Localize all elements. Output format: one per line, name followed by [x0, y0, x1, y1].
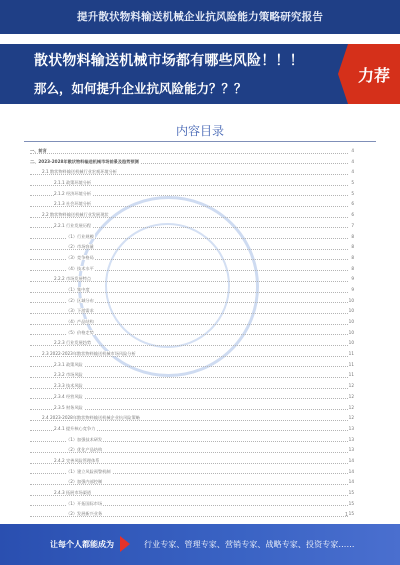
- toc-entry-text: （2）市场容量: [66, 244, 94, 250]
- toc-entry-text: 2.4 2023-2028年散状物料输送机械企业抗风险策略: [42, 415, 140, 421]
- toc-entry-text: 2.1.1 政策环境分析: [54, 180, 92, 186]
- toc-leader: [30, 313, 348, 314]
- toc-entry-page: 13: [348, 424, 354, 435]
- footer-band: [0, 524, 400, 565]
- toc-entry-page: 6: [350, 199, 354, 210]
- toc-entry-page: 15: [348, 499, 354, 510]
- toc-entry-text: 2.1.3 社会环境分析: [54, 201, 92, 207]
- toc-entry[interactable]: [30, 274, 354, 285]
- toc-entry[interactable]: [30, 242, 354, 253]
- toc-entry-page: 8: [350, 264, 354, 275]
- toc-entry-page: 6: [350, 210, 354, 221]
- page-number: 1: [344, 512, 348, 518]
- toc-entry[interactable]: [30, 467, 354, 478]
- toc-entry-page: 10: [348, 328, 354, 339]
- toc-entry-page: 14: [348, 477, 354, 488]
- toc-heading: 内容目录: [175, 124, 224, 138]
- toc-entry-text: 2.2.3 行业发展趋势: [54, 340, 92, 346]
- toc-entry-page: 13: [348, 445, 354, 456]
- toc-entry[interactable]: [30, 306, 354, 317]
- toc-entry-text: 2.1 散状物料输送机械行业宏观环境分析: [42, 169, 117, 175]
- toc-entry-page: 4: [350, 157, 354, 168]
- toc-entry-text: （1）加强技术研发: [66, 436, 103, 442]
- footer-roles: 行业专家、管理专家、营销专家、战略专家、投资专家……: [144, 540, 355, 549]
- toc-entry-text: 2.4.3 拓展市场渠道: [54, 490, 92, 495]
- toc-entry-text: 2.3.4 经营风险: [54, 393, 83, 399]
- toc-entry[interactable]: [30, 232, 354, 243]
- toc-entry-page: 4: [350, 146, 354, 157]
- toc-entry-page: 12: [348, 381, 354, 392]
- toc-entry[interactable]: [30, 210, 354, 221]
- hero-banner: [0, 44, 400, 104]
- toc-entry-text: （2）优化产品结构: [66, 447, 103, 453]
- toc-entry-text: （1）集中度: [66, 286, 90, 292]
- toc-entry-page: 4: [350, 167, 354, 178]
- toc-entry-text: 二、2023-2028年散状物料输送机械市场前景及趋势预测: [30, 158, 139, 164]
- report-header-band: [0, 0, 400, 34]
- toc-entry-text: 2.4.1 提升核心竞争力: [54, 425, 96, 431]
- report-title: 提升散状物料输送机械企业抗风险能力策略研究报告: [76, 11, 324, 23]
- toc-entry-page: 14: [348, 467, 354, 478]
- recommend-tag: 力荐: [348, 44, 400, 104]
- toc-divider: [24, 141, 376, 142]
- toc-entry[interactable]: [30, 221, 354, 232]
- toc-entry-page: 10: [348, 317, 354, 328]
- toc-entry-text: （4）产品结构: [66, 319, 94, 324]
- toc-entry-page: 8: [350, 242, 354, 253]
- toc-entry[interactable]: [30, 435, 354, 446]
- recommend-tag-tail: [338, 44, 348, 104]
- toc-entry-text: （1）开拓国际市场: [66, 500, 103, 506]
- toc-entry-text: （2）区域分布: [66, 297, 94, 303]
- toc-leader: [30, 484, 348, 485]
- toc-leader: [30, 377, 348, 378]
- toc-entry[interactable]: [30, 328, 354, 339]
- toc-entry[interactable]: [30, 338, 354, 349]
- toc-entry-page: 13: [348, 435, 354, 446]
- toc-entry-page: 12: [348, 392, 354, 403]
- toc-entry-page: 9: [350, 274, 354, 285]
- toc-entry-page: 15: [348, 509, 354, 520]
- toc-entry-page: 11: [348, 349, 354, 360]
- toc-entry-page: 10: [348, 306, 354, 317]
- toc-entry[interactable]: [30, 253, 354, 264]
- hero-question: 散状物料输送机械市场都有哪些风险！！！: [34, 53, 304, 69]
- toc-leader: [30, 174, 348, 175]
- toc-entry[interactable]: [30, 264, 354, 275]
- toc-entry[interactable]: [30, 381, 354, 392]
- toc-entry-page: 8: [350, 253, 354, 264]
- toc-entry[interactable]: [30, 157, 354, 168]
- toc-entry-page: 12: [348, 403, 354, 414]
- arrow-icon: [120, 536, 130, 552]
- toc-entry-text: 2.3.3 技术风险: [54, 383, 83, 389]
- toc-entry[interactable]: [30, 360, 354, 371]
- toc-entry-page: 9: [350, 285, 354, 296]
- toc-entry-text: 2.2 散状物料输送机械行业发展现状: [42, 212, 109, 218]
- toc-entry-page: 14: [348, 456, 354, 467]
- toc-entry-page: 15: [348, 488, 354, 499]
- toc-entry[interactable]: [30, 189, 354, 200]
- toc-entry-text: 2.1.2 经济环境分析: [54, 190, 92, 196]
- toc-entry-text: （5）价格走势: [66, 329, 94, 335]
- toc-entry-page: 11: [348, 370, 354, 381]
- toc-entry[interactable]: [30, 488, 354, 499]
- toc-entry[interactable]: [30, 178, 354, 189]
- toc-entry-text: 一、前言: [30, 148, 47, 153]
- toc-entry-page: 10: [348, 296, 354, 307]
- toc-entry-text: 2.3 2022-2023年散状物料输送机械市场风险分析: [42, 351, 136, 357]
- toc-entry[interactable]: [30, 317, 354, 328]
- toc-entry[interactable]: [30, 296, 354, 307]
- toc-entry[interactable]: [30, 424, 354, 435]
- toc-entry[interactable]: [30, 477, 354, 488]
- toc-entry[interactable]: [30, 456, 354, 467]
- hero-subquestion: 那么，如何提升企业抗风险能力？？？: [34, 81, 247, 96]
- toc-entry-text: （1）行业规模: [66, 233, 94, 239]
- toc-entry-page: 10: [348, 338, 354, 349]
- toc-entry[interactable]: [30, 285, 354, 296]
- toc-entry-text: （3）下游需求: [66, 308, 94, 314]
- toc-entry-text: 2.3.1 政策风险: [54, 361, 83, 367]
- toc-entry[interactable]: [30, 167, 354, 178]
- toc-entry[interactable]: [30, 445, 354, 456]
- toc-entry-text: 2.4.2 完善风险管理体系: [54, 457, 100, 463]
- table-of-contents: [30, 146, 354, 520]
- toc-entry[interactable]: [30, 392, 354, 403]
- toc-entry[interactable]: [30, 146, 354, 157]
- toc-entry-text: （3）竞争格局: [66, 254, 94, 260]
- toc-entry-text: 2.3.2 市场风险: [54, 372, 83, 378]
- toc-leader: [30, 153, 348, 154]
- toc-entry[interactable]: [30, 349, 354, 360]
- toc-entry-page: 11: [348, 360, 354, 371]
- toc-entry[interactable]: [30, 370, 354, 381]
- toc-entry-text: （4）技术水平: [66, 265, 94, 271]
- toc-entry-page: 12: [348, 413, 354, 424]
- toc-leader: [30, 345, 348, 346]
- toc-entry-page: 7: [350, 221, 354, 232]
- toc-entry-text: 2.3.5 财务风险: [54, 404, 83, 410]
- toc-entry-text: 2.2.1 行业发展历程: [54, 222, 92, 228]
- toc-entry-text: （1）建立风险预警机制: [66, 468, 111, 474]
- toc-entry-page: 8: [350, 232, 354, 243]
- toc-entry[interactable]: [30, 413, 354, 424]
- toc-entry-text: （2）发展新兴业务: [66, 511, 103, 517]
- toc-entry-text: （2）加强内部控制: [66, 479, 103, 485]
- toc-entry-text: 2.2.2 市场发展特点: [54, 276, 92, 282]
- footer-slogan: 让每个人都能成为: [50, 540, 114, 549]
- toc-entry[interactable]: [30, 199, 354, 210]
- toc-leader: [30, 206, 348, 207]
- toc-entry-page: 5: [350, 178, 354, 189]
- toc-entry-page: 5: [350, 189, 354, 200]
- toc-entry[interactable]: [30, 499, 354, 510]
- toc-entry[interactable]: [30, 403, 354, 414]
